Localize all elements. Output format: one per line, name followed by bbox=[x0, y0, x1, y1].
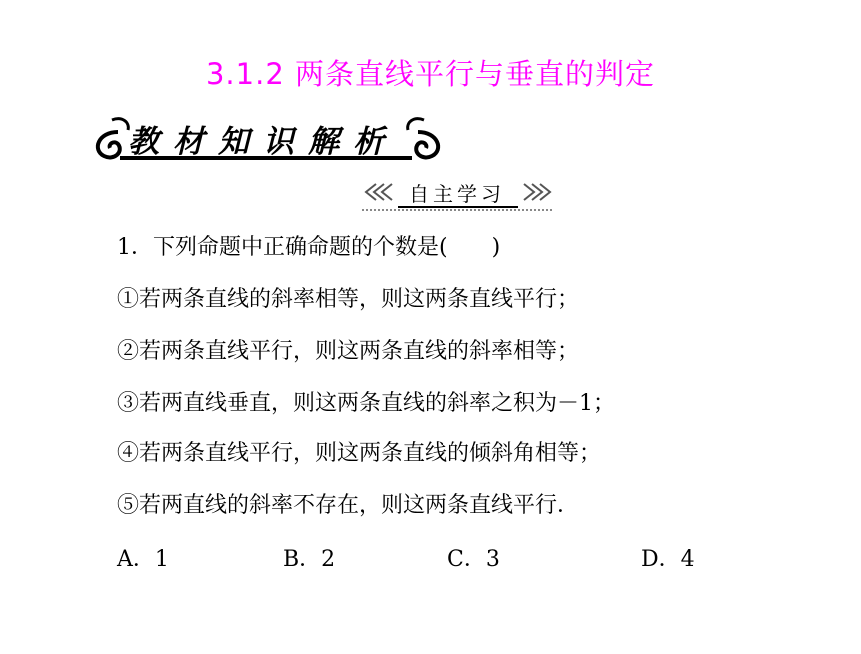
option-b: B．2 bbox=[283, 547, 336, 572]
section-banner-title: 教材知识解析 bbox=[128, 124, 398, 160]
option-a: A．1 bbox=[117, 547, 169, 572]
statement-1: ①若两条直线的斜率相等，则这两条直线平行； bbox=[117, 287, 580, 312]
statement-3: ③若两直线垂直，则这两条直线的斜率之积为－1； bbox=[117, 391, 615, 416]
statement-5: ⑤若两直线的斜率不存在，则这两条直线平行． bbox=[117, 493, 580, 518]
statement-4: ④若两条直线平行，则这两条直线的倾斜角相等； bbox=[117, 441, 602, 466]
subsection-label: 自主学习 bbox=[409, 182, 505, 206]
question-text: 1．下列命题中正确命题的个数是( ) bbox=[117, 235, 501, 260]
option-c: C．3 bbox=[447, 547, 500, 572]
page-title: 3.1.2 两条直线平行与垂直的判定 bbox=[205, 57, 655, 91]
option-d: D．4 bbox=[641, 547, 695, 572]
statement-2: ②若两条直线平行，则这两条直线的斜率相等； bbox=[117, 339, 580, 364]
